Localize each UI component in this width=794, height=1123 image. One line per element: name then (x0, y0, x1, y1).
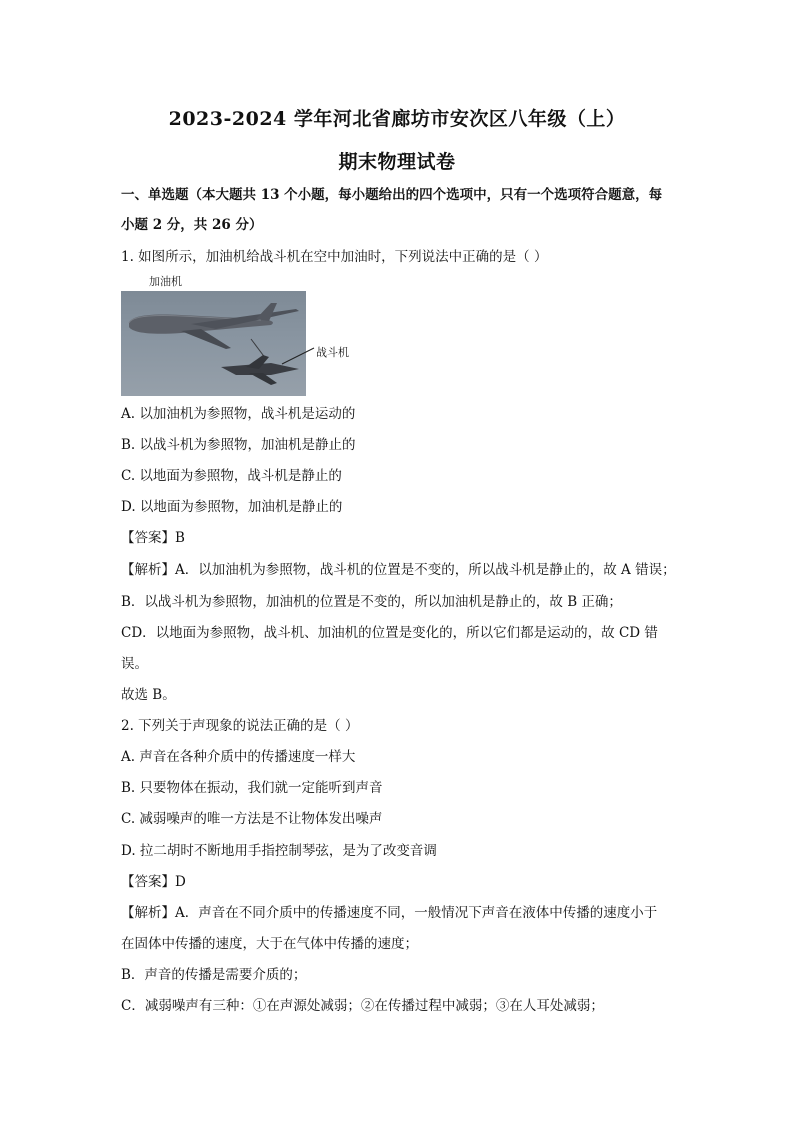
figure-label-fighter: 战斗机 (316, 346, 349, 359)
q2-analysis-line3: B．声音的传播是需要介质的； (121, 967, 307, 983)
q1-analysis-line3: CD．以地面为参照物，战斗机、加油机的位置是变化的，所以它们都是运动的，故 CD 错 (121, 625, 658, 641)
figure-pointer-line (280, 340, 320, 370)
document-title-line1: 2023-2024 学年河北省廊坊市安次区八年级（上） (168, 108, 626, 130)
question-1-figure (121, 291, 306, 396)
q1-answer: 【答案】B (121, 530, 185, 546)
q2-analysis-line2: 在固体中传播的速度，大于在气体中传播的速度； (121, 936, 418, 952)
q2-option-c: C. 减弱噪声的唯一方法是不让物体发出噪声 (121, 811, 383, 827)
q1-analysis-line1: 【解析】A．以加油机为参照物，战斗机的位置是不变的，所以战斗机是静止的，故 A 错误； (121, 562, 676, 578)
aerial-refueling-image (121, 291, 306, 396)
q1-analysis-line5: 故选 B。 (121, 687, 176, 703)
section-heading-line2: 小题 2 分，共 26 分） (121, 217, 263, 233)
q2-analysis-line1: 【解析】A．声音在不同介质中的传播速度不同，一般情况下声音在液体中传播的速度小于 (121, 905, 658, 921)
q2-option-d: D. 拉二胡时不断地用手指控制琴弦，是为了改变音调 (121, 843, 437, 859)
figure-label-tanker: 加油机 (149, 275, 182, 288)
section-heading-line1: 一、单选题（本大题共 13 个小题，每小题给出的四个选项中，只有一个选项符合题意，每 (121, 187, 663, 203)
question-1-stem: 1. 如图所示，加油机给战斗机在空中加油时，下列说法中正确的是（ ） (121, 249, 548, 265)
q2-answer: 【答案】D (121, 874, 186, 890)
question-2-stem: 2. 下列关于声现象的说法正确的是（ ） (121, 718, 359, 734)
q1-option-c: C. 以地面为参照物，战斗机是静止的 (121, 468, 342, 484)
q1-analysis-line2: B．以战斗机为参照物，加油机的位置是不变的，所以加油机是静止的，故 B 正确； (121, 594, 622, 610)
q2-option-a: A. 声音在各种介质中的传播速度一样大 (121, 749, 356, 765)
document-title-line2: 期末物理试卷 (338, 151, 456, 173)
q1-analysis-line4: 误。 (121, 656, 148, 672)
q1-option-d: D. 以地面为参照物，加油机是静止的 (121, 499, 343, 515)
q2-analysis-line4: C．减弱噪声有三种：①在声源处减弱；②在传播过程中减弱；③在人耳处减弱； (121, 998, 604, 1014)
q1-option-b: B. 以战斗机为参照物，加油机是静止的 (121, 437, 356, 453)
q1-option-a: A. 以加油机为参照物，战斗机是运动的 (121, 406, 356, 422)
q2-option-b: B. 只要物体在振动，我们就一定能听到声音 (121, 780, 383, 796)
